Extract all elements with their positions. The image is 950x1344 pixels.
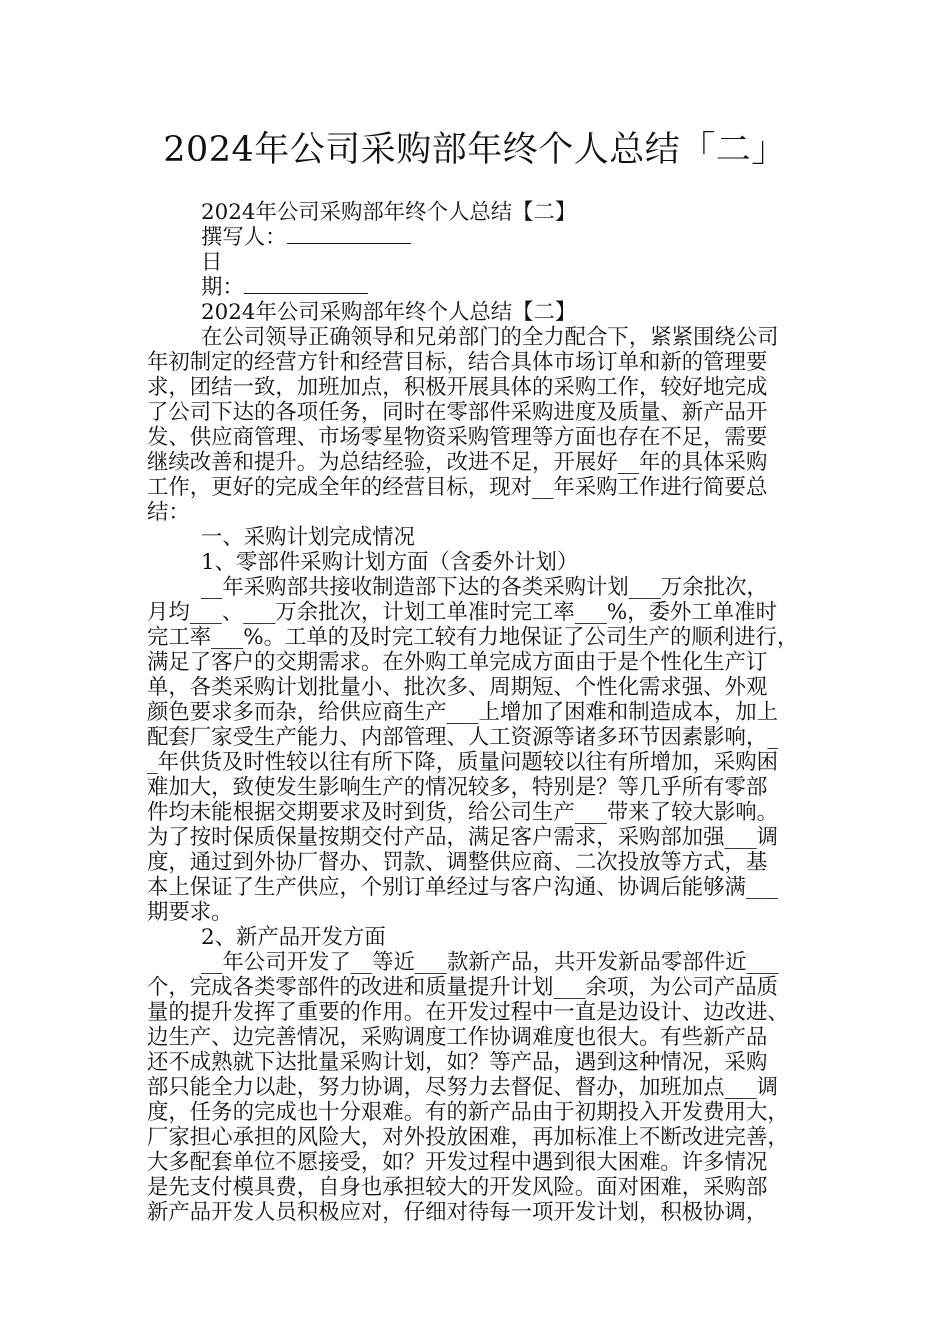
date-blank bbox=[244, 275, 368, 294]
document-body bbox=[147, 200, 807, 1225]
body-line: 继续改善和提升。为总结经验，改进不足，开展好__年的具体采购 bbox=[147, 450, 768, 475]
body-line: 月均___、___万余批次，计划工单准时完工率___%，委外工单准时 bbox=[147, 600, 777, 625]
date-line bbox=[147, 275, 807, 300]
date-label: 期： bbox=[201, 275, 244, 300]
body-line: 满足了客户的交期需求。在外购工单完成方面由于是个性化生产订 bbox=[147, 650, 768, 675]
subsection-heading: 2、新产品开发方面 bbox=[201, 925, 386, 950]
body-line: 为了按时保质保量按期交付产品，满足客户需求，采购部加强___调 bbox=[147, 825, 779, 850]
body-line: 量的提升发挥了重要的作用。在开发过程中一直是边设计、边改进、 bbox=[147, 1000, 789, 1025]
author-label: 撰写人： bbox=[201, 225, 287, 250]
author-blank bbox=[287, 225, 411, 244]
body-line: __年采购部共接收制造部下达的各类采购计划___万余批次， bbox=[201, 575, 768, 600]
author-line bbox=[147, 225, 807, 250]
document-title: 2024年公司采购部年终个人总结「二」 bbox=[163, 130, 787, 170]
subsection-heading: 1、零部件采购计划方面（含委外计划） bbox=[201, 550, 579, 575]
body-line: __年公司开发了__等近___款新产品，共开发新品零部件近___ bbox=[201, 950, 779, 975]
body-line: 个，完成各类零部件的改进和质量提升计划___余项，为公司产品质 bbox=[147, 975, 779, 1000]
body-line: 了公司下达的各项任务，同时在零部件采购进度及质量、新产品开 bbox=[147, 400, 768, 425]
body-line: 度，任务的完成也十分艰难。有的新产品由于初期投入开发费用大， bbox=[147, 1100, 789, 1125]
body-line: 厂家担心承担的风险大，对外投放困难，再加标准上不断改进完善， bbox=[147, 1125, 789, 1150]
body-line: 部只能全力以赴，努力协调，尽努力去督促、督办，加班加点___调 bbox=[147, 1075, 779, 1100]
subtitle: 2024年公司采购部年终个人总结【二】 bbox=[201, 200, 577, 225]
body-line: 大多配套单位不愿接受，如？开发过程中遇到很大困难。许多情况 bbox=[147, 1150, 768, 1175]
body-line: 边生产、边完善情况，采购调度工作协调难度也很大。有些新产品 bbox=[147, 1025, 768, 1050]
subtitle-repeat: 2024年公司采购部年终个人总结【二】 bbox=[201, 300, 577, 325]
body-line: 完工率___%。工单的及时完工较有力地保证了公司生产的顺利进行， bbox=[147, 625, 799, 650]
body-line: 件均未能根据交期要求及时到货，给公司生产___带来了较大影响。 bbox=[147, 800, 779, 825]
body-line: 还不成熟就下达批量采购计划，如？等产品，遇到这种情况，采购 bbox=[147, 1050, 768, 1075]
body-line: 颜色要求多而杂，给供应商生产___上增加了困难和制造成本，加上 bbox=[147, 700, 779, 725]
body-line: 是先支付模具费，自身也承担较大的开发风险。面对困难，采购部 bbox=[147, 1175, 768, 1200]
body-line: 新产品开发人员积极应对，仔细对待每一项开发计划，积极协调， bbox=[147, 1200, 768, 1225]
body-line: 难加大，致使发生影响生产的情况较多，特别是？等几乎所有零部 bbox=[147, 775, 768, 800]
body-line: 发、供应商管理、市场零星物资采购管理等方面也存在不足，需要 bbox=[147, 425, 768, 450]
body-line: 度，通过到外协厂督办、罚款、调整供应商、二次投放等方式，基 bbox=[147, 850, 768, 875]
body-line: 结： bbox=[147, 500, 190, 525]
body-line: _年供货及时性较以往有所下降，质量问题较以往有所增加，采购困 bbox=[147, 750, 779, 775]
body-line: 工作，更好的完成全年的经营目标，现对__年采购工作进行简要总 bbox=[147, 475, 768, 500]
body-line: 配套厂家受生产能力、内部管理、人工资源等诸多环节因素影响，_ bbox=[147, 725, 779, 750]
body-line: 本上保证了生产供应，个别订单经过与客户沟通、协调后能够满___ bbox=[147, 875, 779, 900]
section-heading: 一、采购计划完成情况 bbox=[201, 525, 415, 550]
body-line: 年初制定的经营方针和经营目标，结合具体市场订单和新的管理要 bbox=[147, 350, 768, 375]
body-line: 单，各类采购计划批量小、批次多、周期短、个性化需求强、外观 bbox=[147, 675, 768, 700]
body-line: 在公司领导正确领导和兄弟部门的全力配合下，紧紧围绕公司 bbox=[201, 325, 779, 350]
body-line: 求，团结一致，加班加点，积极开展具体的采购工作，较好地完成 bbox=[147, 375, 768, 400]
body-line: 期要求。 bbox=[147, 900, 233, 925]
date-label-line-1: 日 bbox=[201, 250, 223, 275]
